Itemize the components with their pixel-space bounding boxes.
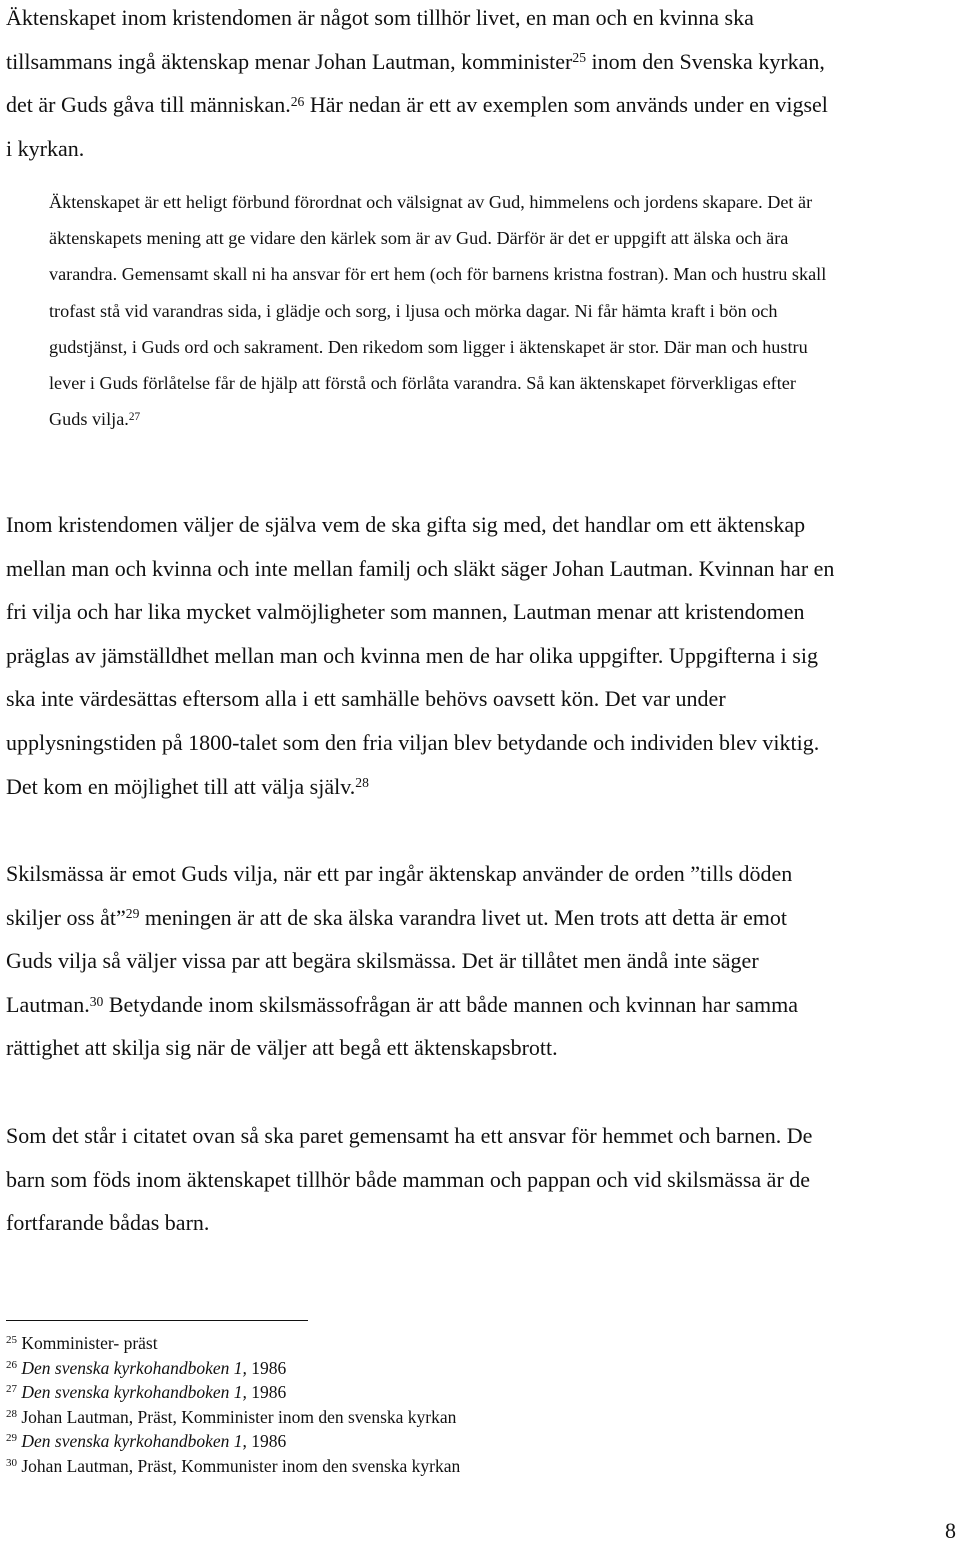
footnote-number: 28 xyxy=(6,1407,17,1420)
text-segment: varandra. Gemensamt skall ni ha ansvar för ert hem (och för barnens kristna fostran). Man och hustru skall xyxy=(49,264,827,285)
text-line xyxy=(6,1114,958,1158)
footnote-ref-30[interactable]: 30 xyxy=(89,993,104,1009)
text-line xyxy=(6,590,958,634)
text-segment: det är Guds gåva till människan. xyxy=(6,92,291,118)
text-segment: Guds vilja. xyxy=(49,409,129,430)
text-line xyxy=(6,127,958,171)
text-line xyxy=(6,634,958,678)
text-segment: lever i Guds förlåtelse får de hjälp att förstå och förlåta varandra. Så kan äktenskapet förverkligas efter xyxy=(49,372,796,393)
text-line xyxy=(6,896,958,940)
text-segment: Det kom en möjlighet till att välja själv. xyxy=(6,773,356,799)
text-segment: Här nedan är ett av exemplen som används under en vigsel xyxy=(304,92,828,118)
footnote-number: 29 xyxy=(6,1432,17,1445)
text-segment: upplysningstiden på 1800-talet som den fria viljan blev betydande och individen blev viktig. xyxy=(6,729,820,755)
text-segment: Äktenskapet inom kristendomen är något som tillhör livet, en man och en kvinna ska xyxy=(6,5,754,30)
text-line xyxy=(6,40,958,84)
footnote-number: 27 xyxy=(6,1383,17,1396)
text-segment: barn som föds inom äktenskapet tillhör både mamman och pappan och vid skilsmässa är de xyxy=(6,1166,811,1192)
text-segment: Guds vilja så väljer vissa par att begära skilsmässa. Det är tillåtet men ändå inte säger xyxy=(6,948,759,974)
text-segment: Som det står i citatet ovan så ska paret gemensamt ha ett ansvar för hemmet och barnen. De xyxy=(6,1123,813,1148)
text-line xyxy=(6,677,958,721)
footnotes xyxy=(6,1331,706,1479)
footnote xyxy=(6,1429,706,1454)
text-segment: trofast stå vid varandras sida, i glädje och sorg, i ljusa och mörka dagar. Ni får hämta kraft i bön och xyxy=(49,300,778,321)
text-segment: Äktenskapet är ett heligt förbund förordnat och välsignat av Gud, himmelens och jordens skapare. Det är xyxy=(49,192,813,212)
footnote-text: Komminister- präst xyxy=(21,1333,158,1353)
footnote-title: Den svenska kyrkohandboken 1 xyxy=(21,1431,243,1452)
text-segment: Lautman. xyxy=(6,991,90,1017)
text-segment: präglas av jämställdhet mellan man och kvinna men de har olika uppgifter. Uppgifterna i sig xyxy=(6,642,818,668)
text-line xyxy=(6,0,958,40)
text-segment: Inom kristendomen väljer de själva vem de ska gifta sig med, det handlar om ett äktenskap xyxy=(6,512,806,537)
footnote-ref-25[interactable]: 25 xyxy=(572,50,586,66)
quote-line xyxy=(49,220,959,256)
text-segment: rättighet att skilja sig när de väljer att begå ett äktenskapsbrott. xyxy=(6,1035,558,1061)
text-line xyxy=(6,721,958,765)
text-segment: Skilsmässa är emot Guds vilja, när ett par ingår äktenskap använder de orden ”tills döden xyxy=(6,861,793,886)
footnote xyxy=(6,1356,706,1381)
paragraph-intro xyxy=(6,0,958,170)
text-segment: äktenskapets mening att ge vidare den kärlek som är av Gud. Därför är det er uppgift att älska och ära xyxy=(49,228,789,249)
text-segment: ska inte värdesättas eftersom alla i ett samhälle behövs oavsett kön. Det var under xyxy=(6,686,726,712)
text-line xyxy=(6,852,958,896)
text-line xyxy=(6,983,958,1027)
text-segment: meningen är att de ska älska varandra livet ut. Men trots att detta är emot xyxy=(139,904,787,930)
quote-line xyxy=(49,293,959,329)
text-line xyxy=(6,1158,958,1202)
footnote-text: Johan Lautman, Präst, Kommunister inom den svenska kyrkan xyxy=(21,1455,461,1476)
quote-line xyxy=(49,184,959,220)
footnote-text: 1986 xyxy=(246,1382,287,1403)
text-segment: fri vilja och har lika mycket valmöjligheter som mannen, Lautman menar att kristendomen xyxy=(6,599,805,625)
text-segment: gudstjänst, i Guds ord och sakrament. Den rikedom som ligger i äktenskapet är stor. Där man och hustru xyxy=(49,336,808,357)
page-number: 8 xyxy=(945,1518,956,1543)
block-quote xyxy=(49,184,959,437)
text-line xyxy=(6,765,958,809)
footnote-title: Den svenska kyrkohandboken 1, xyxy=(21,1357,247,1378)
footnote-ref-29[interactable]: 29 xyxy=(125,906,140,922)
footnote xyxy=(6,1380,706,1405)
paragraph-children xyxy=(6,1114,958,1245)
text-segment: fortfarande bådas barn. xyxy=(6,1210,210,1236)
quote-line xyxy=(49,401,959,437)
footnote-number: 26 xyxy=(6,1358,17,1371)
footnote xyxy=(6,1405,706,1430)
footnote-text: Johan Lautman, Präst, Komminister inom den svenska kyrkan xyxy=(21,1406,457,1427)
footnote-text: , 1986 xyxy=(242,1431,287,1452)
footnote-number: 25 xyxy=(6,1333,17,1346)
text-line xyxy=(6,1201,958,1245)
text-line xyxy=(6,83,958,127)
footnote-ref-27[interactable]: 27 xyxy=(128,411,141,424)
text-line xyxy=(6,503,958,547)
footnote-number: 30 xyxy=(6,1456,17,1469)
quote-line xyxy=(49,365,959,401)
text-line xyxy=(6,939,958,983)
quote-line xyxy=(49,256,959,292)
text-segment: skiljer oss åt” xyxy=(6,904,126,930)
paragraph-divorce xyxy=(6,852,958,1070)
text-segment: i kyrkan. xyxy=(6,135,85,161)
text-segment: tillsammans ingå äktenskap menar Johan Lautman, komminister xyxy=(6,48,573,74)
footnote-ref-26[interactable]: 26 xyxy=(290,94,305,110)
footnote xyxy=(6,1331,706,1356)
text-segment: mellan man och kvinna och inte mellan familj och släkt säger Johan Lautman. Kvinnan har en xyxy=(6,555,835,581)
quote-line xyxy=(49,329,959,365)
text-line xyxy=(6,547,958,591)
paragraph-choice xyxy=(6,503,958,808)
text-line xyxy=(6,1026,958,1070)
footnote-text: 1986 xyxy=(246,1357,287,1378)
footnote-title: Den svenska kyrkohandboken 1, xyxy=(21,1382,247,1403)
text-segment: inom den Svenska kyrkan, xyxy=(586,48,825,74)
text-segment: Betydande inom skilsmässofrågan är att både mannen och kvinnan har samma xyxy=(103,991,798,1017)
footnote-separator xyxy=(6,1320,308,1321)
footnote xyxy=(6,1454,706,1479)
footnote-ref-28[interactable]: 28 xyxy=(355,775,369,791)
